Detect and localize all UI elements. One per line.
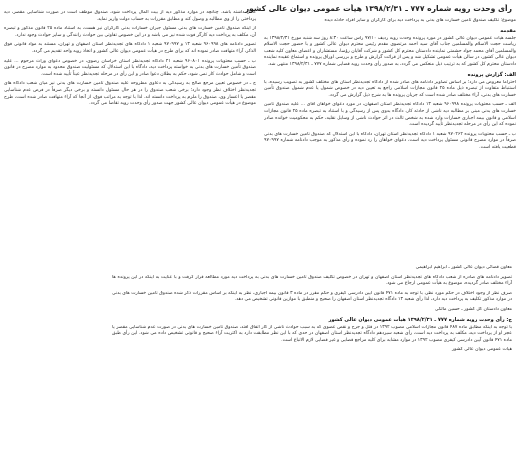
paragraph: کامل داشته باشد. چنانچه در موارد مذکور دیه از بیت المال پرداخت شود، صندوق موظف است در صورت شناسایی مقصر، دیه پرداختی را از وی مطالبه و وصول کند و مطابق مقررات به حساب دولت واریز نماید. — [4, 10, 256, 22]
section-heading: مقدمه — [500, 27, 516, 34]
paragraph: از اینکه صندوق تأمین خسارت های بدنی مسئول جبران خسارات بدنی کارگران نیز هست، به استناد ماده ۲۵ قانون مذکور و تبصره آن، مکلف به پرداخت دیه کارگر فوت شده نیز می باشد و در این خصوص تفاوتی بین حوادث رانندگی و سایر حوادث وجود ندارد. — [4, 26, 256, 38]
paragraph: معاون دادستان کل کشور ـ حسین مالکی — [434, 306, 512, 312]
section-heading: الف: گزارش پرونده — [467, 71, 516, 78]
lower-block — [112, 265, 512, 357]
paragraph: ج ـ در خصوص تعیین مرجع صالح به رسیدگی به دعاوی مطروحه علیه صندوق تأمین خسارت های بدنی نیز میان شعب دادگاه های تجدیدنظر اختلاف نظر وجود دارد؛ برخی شعب صندوق را در هر حال مسئول دانسته و برخی دیگر صرفاً در فرض عدم شناسایی مقصر یا اعسار وی، صندوق را ملزم به پرداخت دانسته اند. لذا با توجه به مراتب فوق، از آنجا که آراء متهافت صادر شده است، طرح موضوع در هیأت عمومی دیوان عالی کشور جهت صدور رأی وحدت رویه تقاضا می گردد. — [4, 81, 256, 107]
paragraph: الف ـ حسب محتویات پرونده ۹۶۰۹۹۸ شعبه ۱۳ دادگاه تجدیدنظر استان اصفهان، در مورد دعوای خواهان آقای ... علیه صندوق تأمین خسارت های بدنی مبنی بر مطالبه دیه ناشی از حادثه کار، دادگاه بدوی پس از رسیدگی و با استناد به تبصره ماده ۲۵ قانون مجازات اسلامی و قانون بیمه اجباری خسارات وارد شده به شخص ثالث در اثر حوادث ناشی از وسایل نقلیه، حکم به محکومیت خوانده صادر نموده که این رأی در مرحله تجدیدنظر تأیید گردیده است. — [264, 102, 516, 128]
paragraph: معاون قضائی دیوان عالی کشور ـ ابراهیم ابراهیمی — [415, 265, 512, 270]
right-column-body — [264, 28, 516, 152]
right-column — [264, 18, 516, 155]
paragraph: با توجه به اینکه مطابق ماده ۴۸۷ قانون مجازات اسلامی مصوب ۱۳۹۲ در قتل و جرح و نقص عضوی که به سبب حوادث ناشی از کار اتفاق افتد، صندوق تأمین خسارت های بدنی در صورت عدم شناسایی مقصر یا عجز او از پرداخت دیه، مکلف به پرداخت دیه است، رأی شعبه سیزدهم دادگاه تجدیدنظر استان اصفهان در حدی که با این نظر مطابقت دارد به اکثریت آراء صحیح و قانونی تشخیص داده می شود. این رأی طبق ماده ۴۷۱ قانون آیین دادرسی کیفری مصوب ۱۳۹۲ در موارد مشابه برای کلیه مراجع قضایی و غیر قضایی لازم الاتباع است. — [112, 324, 512, 343]
paragraph: هیأت عمومی دیوان عالی کشور — [451, 347, 512, 353]
paragraph: احتراماً معروض می دارد؛ بر اساس تصاویر دادنامه های صادر شده از دادگاه تجدیدنظر استان های مختلف کشور به تصویب رسیده، با استنباط متفاوت از تبصره ذیل ماده ۲۵ قانون مجازات اسلامی راجع به تعیین دیه در خصوص شمول یا عدم شمول صندوق تأمین خسارت های بدنی، آراء مختلف صادر شده است که جریان پرونده ها به شرح ذیل گزارش می گردد. — [264, 79, 516, 98]
lower-block-body — [112, 265, 512, 354]
intro-paragraph: موضوع: تکلیف صندوق تأمین خسارت های بدنی به پرداخت دیه برای کارگران و سایر افراد حادثه دیده — [324, 18, 516, 23]
left-column — [4, 10, 256, 111]
paragraph: جلسه هیأت عمومی دیوان عالی کشور در مورد پرونده وحدت رویه ردیف ۹۷/۱۰ رأس ساعت ۸:۳۰ روز سه شنبه مورخ ۱۳۹۸/۲/۳۱ به ریاست حجت الاسلام والمسلمین جناب آقای سید احمد مرتضوی مقدم رئیس محترم دیوان عالی کشور و با حضور حجت الاسلام والمسلمین آقای محمد جواد حشمتی نماینده دادستان محترم کل کشور و شرکت آقایان رؤسا، مستشاران و اعضای معاون کلیه شعب دیوان عالی کشور، در سالن هیأت عمومی تشکیل شد و پس از قرائت گزارش و طرح و بررسی اوراق پرونده و استماع عقیده نماینده دادستان محترم کل کشور که به ترتیب ذیل منعکس می گردد، به صدور رأی وحدت رویه قضایی شماره ۷۷۷ ـ ۱۳۹۸/۲/۳۱ منتهی شد. — [264, 35, 516, 67]
left-column-body — [4, 10, 256, 108]
paragraph: ب ـ حسب محتویات پرونده ۹۶۰۸۰۱ شعبه ۲۱ دادگاه تجدیدنظر استان خراسان رضوی، در خصوص دعوای وراث مرحوم ... علیه صندوق تأمین خسارت های بدنی به خواسته پرداخت دیه، دادگاه با این استدلال که مسئولیت صندوق محدود به موارد مصرح در قانون است و شامل حوادث کار نمی شود، حکم به بطلان دعوا صادر و این رأی در مرحله تجدیدنظر عیناً تأیید شده است. — [4, 58, 256, 77]
paragraph: صرف نظر از وجود اختلاف در حکم مورد نظر، با توجه به ماده ۴۷۱ قانون آیین دادرسی کیفری و حکم مقرر در ماده ۳ قانون بیمه اجباری، نظر به اینکه بر اساس مقررات ذکر شده صندوق تأمین خسارت های بدنی در موارد مذکور تکلیف به پرداخت دیه دارد، لذا رأی شعبه ۱۳ دادگاه تجدیدنظر استان اصفهان را صحیح و منطبق با موازین قانونی تشخیص می دهد. — [112, 290, 512, 303]
paragraph: تصویر دادنامه های ۹۶۰۹۹۸ شعبه ۱۳ و ۹۷۰۹۹۷ شعبه ۱ دادگاه های تجدیدنظر استان اصفهان و تهران، مستند به مواد قانونی فوق الذکر، آراء متهافت صادر نموده اند که برای طرح در هیأت عمومی دیوان عالی کشور و اتخاذ رویه واحد تقدیم می گردد. — [4, 42, 256, 54]
section-heading: ج: رأی وحدت رویه شماره ۷۷۷ ـ ۱۳۹۸/۲/۳۱ هیأت عمومی دیوان عالی کشور — [328, 316, 512, 323]
document-title: رأی وحدت رویه شماره ۷۷۷ ـ ۱۳۹۸/۲/۳۱ هیأت عمومی دیوان عالی کشور — [244, 4, 512, 13]
paragraph: تصویر دادنامه های صادره از شعب دادگاه های تجدیدنظر استان اصفهان و تهران در خصوص تکلیف صندوق تأمین خسارت های بدنی به پرداخت دیه مورد مطالعه قرار گرفت و با عنایت به اینکه در این پرونده ها آراء مختلف صادر گردیده، موضوع به هیأت عمومی ارجاع می شود. — [112, 274, 512, 287]
paragraph: ب ـ حسب محتویات پرونده ۹۷۰۲۶۲ شعبه ۱ دادگاه تجدیدنظر استان تهران، دادگاه با این استدلال که صندوق تأمین خسارت های بدنی صرفاً در موارد مصرح قانونی مسئول پرداخت دیه است، دعوای خواهان را رد نموده و رأی مذکور به موجب دادنامه شماره ۹۷۰۹۹۷ قطعیت یافته است. — [264, 131, 516, 150]
